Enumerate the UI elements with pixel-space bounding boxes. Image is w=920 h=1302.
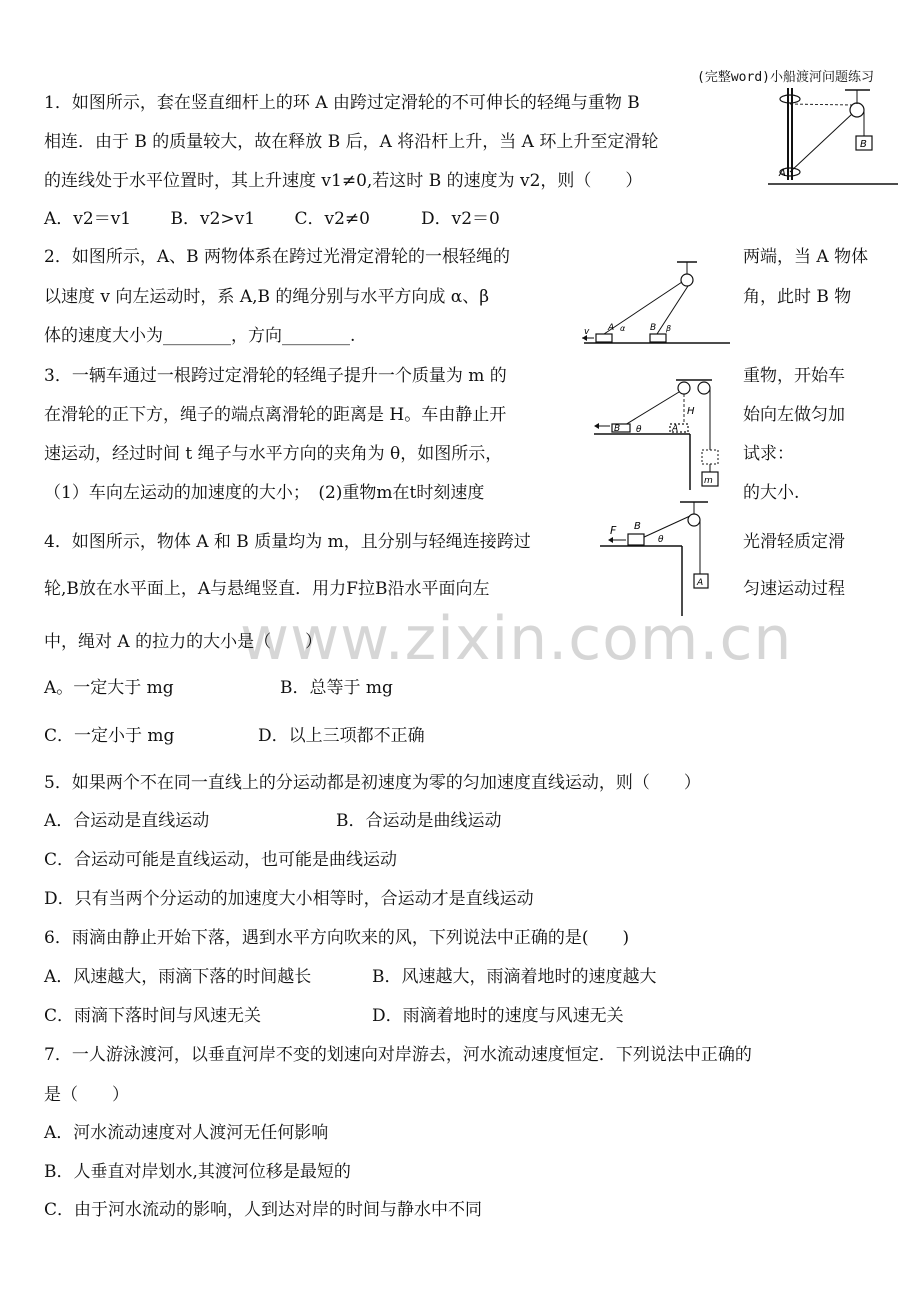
q3-line4-right: 的大小.	[743, 483, 800, 503]
q4-line1: 4．如图所示，物体 A 和 B 质量均为 m，且分别与轻绳连接跨过	[44, 532, 531, 552]
q1-line3: 的连线处于水平位置时，其上升速度 v1≠0,若这时 B 的速度为 v2，则（ ）	[44, 171, 643, 191]
q6-option-d: D．雨滴着地时的速度与风速无关	[372, 1006, 624, 1026]
q4-option-d: D．以上三项都不正确	[258, 726, 425, 746]
q6-option-a: A．风速越大，雨滴下落的时间越长	[44, 967, 312, 987]
q2-line3: 体的速度大小为________，方向________.	[44, 326, 356, 346]
q2-label-beta: β	[666, 324, 672, 333]
q7-option-b: B．人垂直对岸划水,其渡河位移是最短的	[44, 1162, 351, 1182]
q4-line2-right: 匀速运动过程	[743, 579, 845, 599]
q4-option-b: B．总等于 mg	[280, 678, 393, 698]
q2-line1-right: 两端，当 A 物体	[743, 247, 869, 267]
q4-option-a: A。一定大于 mg	[44, 678, 174, 698]
q3-line3: 速运动，经过时间 t 绳子与水平方向的夹角为 θ，如图所示，	[44, 444, 503, 464]
q3-line3-right: 试求：	[743, 444, 794, 464]
q7-option-a: A．河水流动速度对人渡河无任何影响	[44, 1123, 329, 1143]
q3-line2: 在滑轮的正下方，绳子的端点离滑轮的距离是 H。车由静止开	[44, 405, 507, 425]
q1-label-b: B	[860, 139, 867, 150]
q2-label-b: B	[650, 323, 657, 333]
q1-options: A．v2＝v1 B．v2>v1 C．v2≠0 D．v2＝0	[44, 209, 500, 229]
q6-option-c: C．雨滴下落时间与风速无关	[44, 1006, 262, 1026]
q2-line2: 以速度 v 向左运动时，系 A,B 的绳分别与水平方向成 α、β	[44, 287, 490, 307]
q3-line4: （1）车向左运动的加速度的大小； (2)重物m在t时刻速度	[44, 483, 485, 503]
q5-option-d: D．只有当两个分运动的加速度大小相等时，合运动才是直线运动	[44, 889, 534, 909]
q1-figure	[760, 84, 900, 194]
q7-line1: 7．一人游泳渡河，以垂直河岸不变的划速向对岸游去，河水流动速度恒定．下列说法中正确的	[44, 1045, 752, 1065]
q2-line2-right: 角，此时 B 物	[743, 287, 852, 307]
q2-label-a: A	[608, 323, 615, 333]
q3-line1-right: 重物，开始车	[743, 366, 845, 386]
q4-figure	[596, 498, 726, 618]
q7-line2: 是（ ）	[44, 1085, 129, 1105]
q4-line2: 轮,B放在水平面上，A与悬绳竖直．用力F拉B沿水平面向左	[44, 579, 490, 599]
q4-label-f: F	[610, 524, 617, 537]
q5-option-a: A．合运动是直线运动	[44, 811, 210, 831]
q1-label-a: A	[779, 168, 786, 179]
q7-option-c: C．由于河水流动的影响，人到达对岸的时间与静水中不同	[44, 1200, 483, 1220]
q4-line1-right: 光滑轻质定滑	[743, 532, 845, 552]
q3-label-h: H	[687, 406, 695, 417]
q4-line3: 中，绳对 A 的拉力的大小是（ ）	[44, 632, 323, 652]
q4-option-c: C．一定小于 mg	[44, 726, 175, 746]
q2-line1: 2．如图所示，A、B 两物体系在跨过光滑定滑轮的一根轻绳的	[44, 247, 510, 267]
q3-line2-right: 始向左做匀加	[743, 405, 845, 425]
q3-figure	[590, 372, 730, 492]
q3-line1: 3．一辆车通过一根跨过定滑轮的轻绳子提升一个质量为 m 的	[44, 366, 507, 386]
q3-label-theta: θ	[636, 425, 642, 435]
q5-option-c: C．合运动可能是直线运动，也可能是曲线运动	[44, 850, 398, 870]
q5-line1: 5．如果两个不在同一直线上的分运动都是初速度为零的匀加速度直线运动，则（ ）	[44, 773, 701, 793]
q6-option-b: B．风速越大，雨滴着地时的速度越大	[372, 967, 657, 987]
q3-label-b: B	[614, 424, 621, 434]
q6-line1: 6．雨滴由静止开始下落，遇到水平方向吹来的风，下列说法中正确的是( )	[44, 928, 630, 948]
q2-label-v: v	[584, 327, 590, 337]
q5-option-b: B．合运动是曲线运动	[336, 811, 502, 831]
q1-line2: 相连．由于 B 的质量较大，故在释放 B 后，A 将沿杆上升，当 A 环上升至定滑轮	[44, 132, 659, 152]
q4-label-a: A	[697, 578, 704, 588]
page-header: (完整word)小船渡河问题练习	[697, 70, 874, 85]
q4-label-theta: θ	[658, 535, 664, 545]
q2-label-alpha: α	[620, 324, 626, 333]
q3-label-m: m	[704, 476, 713, 486]
q1-line1: 1．如图所示，套在竖直细杆上的环 A 由跨过定滑轮的不可伸长的轻绳与重物 B	[44, 93, 640, 113]
watermark: www.zixin.com.cn	[240, 604, 793, 674]
q4-label-b: B	[634, 521, 641, 532]
q3-label-a: A	[672, 424, 679, 434]
q2-figure	[580, 254, 740, 352]
